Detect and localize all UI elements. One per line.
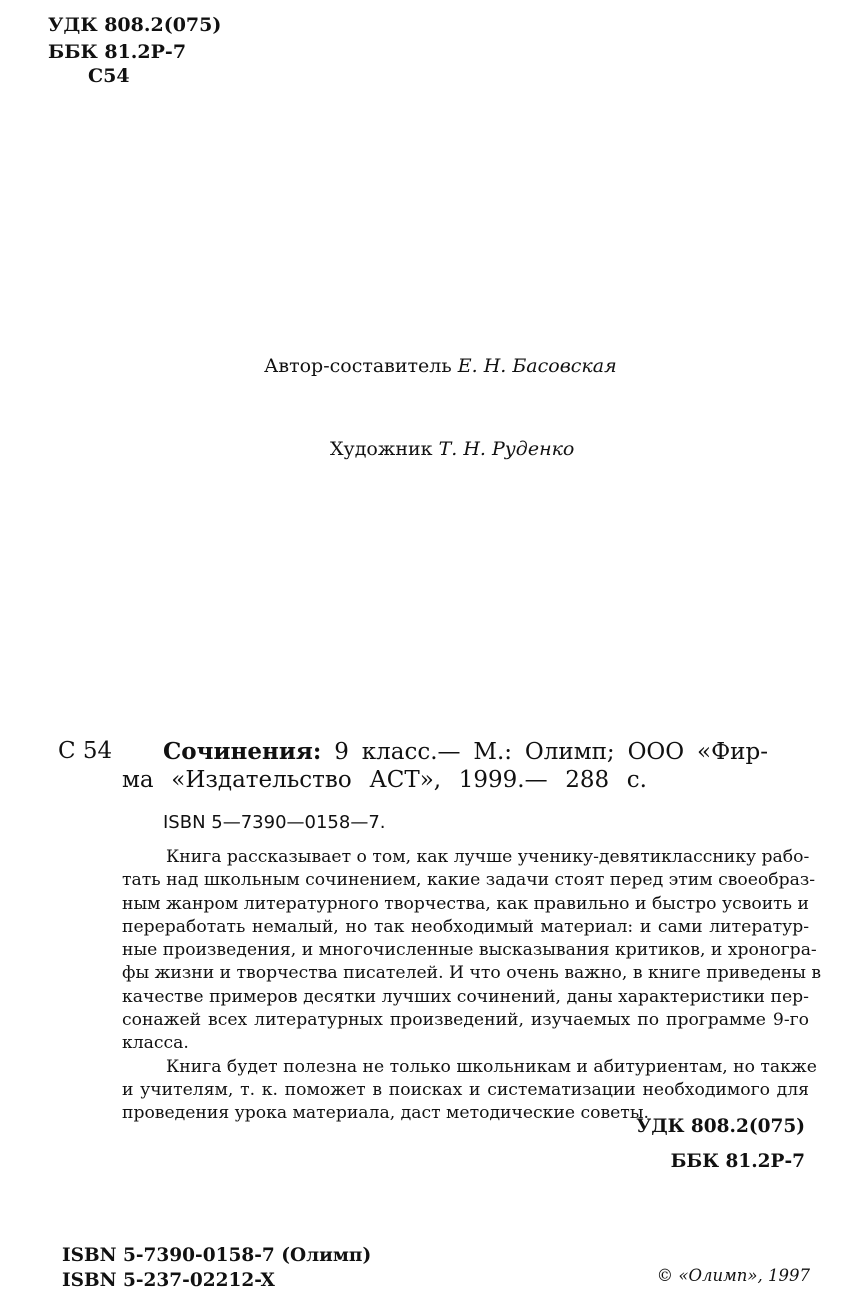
- compiler-credit: [264, 355, 617, 377]
- entry-isbn: ISBN 5—7390—0158—7.: [163, 812, 386, 833]
- annotation-line: качестве примеров десятки лучших сочинений, даны характеристики пер-: [122, 986, 809, 1007]
- annotation-line: ные произведения, и многочисленные высказывания критиков, и хроногра-: [122, 940, 817, 961]
- udk-code-top: УДК 808.2(075): [48, 14, 222, 36]
- annotation-line: ным жанром литературного творчества, как правильно и быстро усвоить и: [122, 893, 809, 914]
- isbn-ast: ISBN 5-237-02212-X: [62, 1270, 275, 1291]
- entry-imprint-start: 9 класс.— М.: Олимп; ООО «Фир-: [321, 739, 768, 765]
- annotation-line: Книга будет полезна не только школьникам и абитуриентам, но также: [166, 1056, 817, 1077]
- artist-credit: [330, 438, 574, 460]
- entry-title: Сочинения:: [163, 738, 322, 765]
- annotation-line: переработать немалый, но так необходимый материал: и сами литератур-: [122, 916, 809, 937]
- annotation-line: Книга рассказывает о том, как лучше ученику-девятикласснику рабо-: [166, 847, 810, 867]
- entry-title-line: [163, 738, 768, 765]
- compiler-name: Е. Н. Басовская: [457, 355, 617, 377]
- entry-code: С 54: [58, 738, 113, 764]
- copyright-notice: © «Олимп», 1997: [656, 1266, 810, 1285]
- bbk-code-bottom: ББК 81.2Р-7: [670, 1151, 805, 1172]
- compiler-role: Автор-составитель: [264, 355, 458, 377]
- annotation-line: фы жизни и творчества писателей. И что очень важно, в книге приведены в: [122, 963, 822, 984]
- annotation: [122, 846, 822, 1126]
- udk-code-bottom: УДК 808.2(075): [636, 1116, 805, 1137]
- author-mark: С54: [88, 65, 130, 87]
- isbn-olimp: ISBN 5-7390-0158-7 (Олимп): [62, 1245, 372, 1266]
- annotation-line: класса.: [122, 1033, 189, 1054]
- entry-imprint-line: ма «Издательство АСТ», 1999.— 288 с.: [122, 767, 647, 793]
- annotation-line: и учителям, т. к. поможет в поисках и систематизации необходимого для: [122, 1079, 809, 1100]
- artist-name: Т. Н. Руденко: [438, 438, 575, 460]
- artist-role: Художник: [330, 438, 439, 460]
- annotation-line: проведения урока материала, даст методические советы.: [122, 1103, 649, 1124]
- annotation-line: сонажей всех литературных произведений, изучаемых по программе 9-го: [122, 1010, 809, 1031]
- bbk-code-top: ББК 81.2Р-7: [48, 41, 187, 63]
- annotation-line: тать над школьным сочинением, какие задачи стоят перед этим своеобраз-: [122, 870, 816, 891]
